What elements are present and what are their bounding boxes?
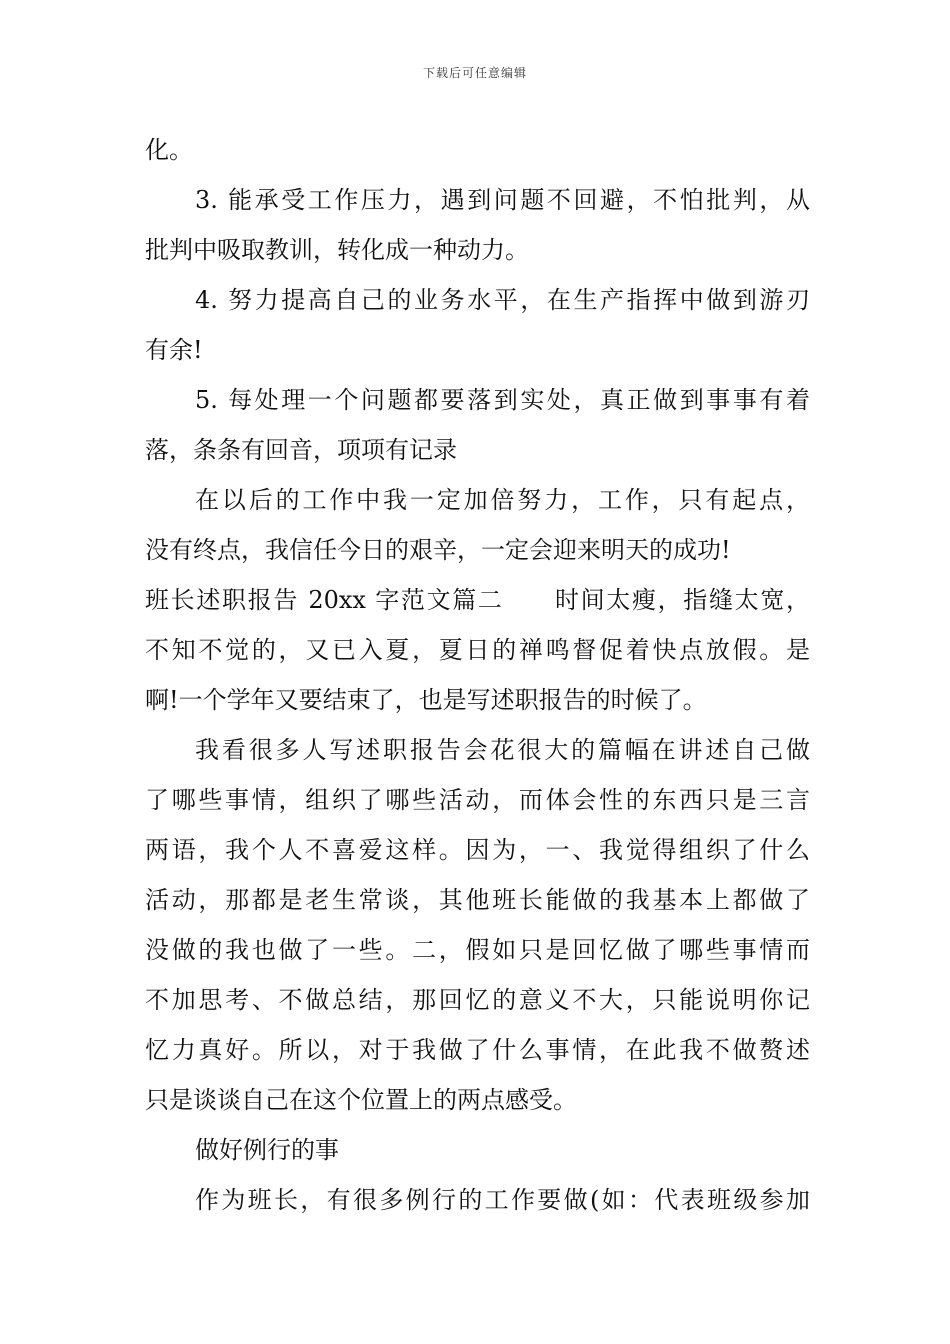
- document-body: [145, 125, 810, 1225]
- text-line: 做好例行的事: [195, 1136, 339, 1164]
- text-line: 两语，我个人不喜爱这样。因为，一、我觉得组织了什么: [145, 836, 810, 864]
- text-line: 了哪些事情，组织了哪些活动，而体会性的东西只是三言: [145, 786, 810, 814]
- text-line: 我看很多人写述职报告会花很大的篇幅在讲述自己做: [195, 736, 810, 764]
- text-line: 5. 每处理一个问题都要落到实处，真正做到事事有着: [195, 386, 810, 414]
- text-line: 有余!: [145, 336, 203, 364]
- text-line: 忆力真好。所以，对于我做了什么事情，在此我不做赘述: [145, 1036, 810, 1064]
- text-line: 不知不觉的，又已入夏，夏日的禅鸣督促着快点放假。是: [145, 636, 810, 664]
- text-line: 落，条条有回音，项项有记录: [145, 436, 457, 464]
- text-line: 只是谈谈自己在这个位置上的两点感受。: [145, 1086, 577, 1114]
- text-line: 活动，那都是老生常谈，其他班长能做的我基本上都做了: [145, 886, 810, 914]
- text-line: 没做的我也做了一些。二，假如只是回忆做了哪些事情而: [145, 936, 810, 964]
- text-line: 批判中吸取教训，转化成一种动力。: [145, 236, 529, 264]
- text-line: 没有终点，我信任今日的艰辛，一定会迎来明天的成功!: [145, 536, 731, 564]
- page-header: 下载后可任意编辑: [422, 66, 527, 80]
- text-line: 3. 能承受工作压力，遇到问题不回避，不怕批判，从: [195, 186, 810, 214]
- text-line: 4. 努力提高自己的业务水平，在生产指挥中做到游刃: [195, 286, 810, 314]
- text-line: 在以后的工作中我一定加倍努力，工作，只有起点，: [195, 486, 810, 514]
- text-line: 啊!一个学年又要结束了，也是写述职报告的时候了。: [145, 686, 707, 714]
- text-line: 作为班长，有很多例行的工作要做(如：代表班级参加: [195, 1186, 810, 1214]
- text-line: 班长述职报告 20xx 字范文篇二 时间太瘦，指缝太宽，: [145, 586, 810, 614]
- text-line: 不加思考、不做总结，那回忆的意义不大，只能说明你记: [145, 986, 810, 1014]
- text-line: 化。: [145, 136, 193, 164]
